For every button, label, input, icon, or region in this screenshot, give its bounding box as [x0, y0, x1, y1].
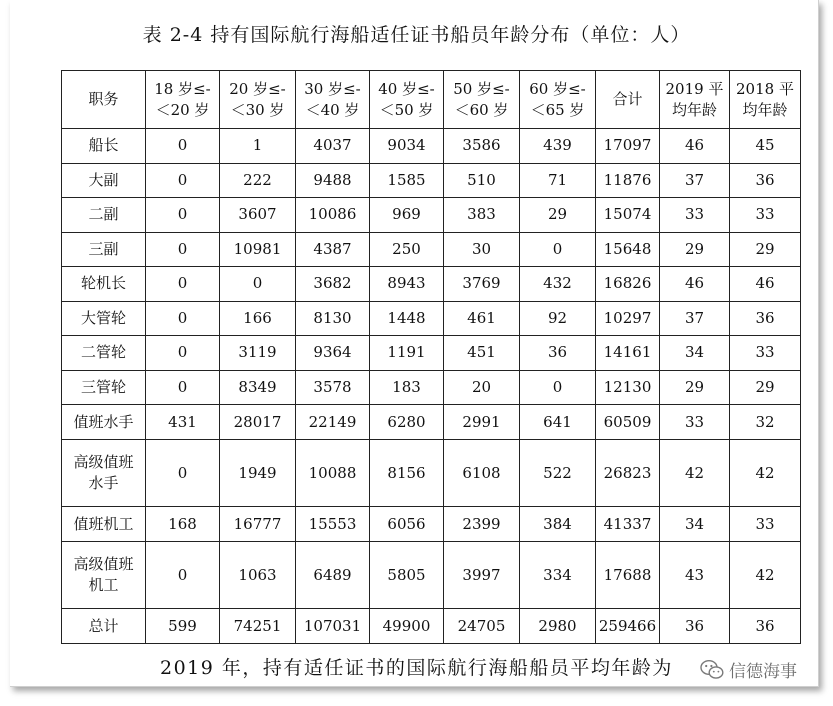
- table-cell: 32: [730, 405, 801, 440]
- table-cell: 10297: [596, 301, 660, 336]
- table-cell: 29: [660, 232, 730, 267]
- table-cell: 36: [730, 163, 801, 198]
- watermark-text: 信德海事: [729, 662, 797, 682]
- table-cell: 0: [146, 541, 220, 609]
- table-cell: 1949: [220, 439, 296, 507]
- table-cell: 3119: [220, 336, 296, 371]
- row-label-cell: 高级值班 水手: [62, 439, 146, 507]
- table-cell: 74251: [220, 609, 296, 644]
- table-cell: 1585: [370, 163, 444, 198]
- table-cell: 33: [730, 336, 801, 371]
- table-cell: 6108: [444, 439, 520, 507]
- table-cell: 42: [660, 439, 730, 507]
- table-cell: 168: [146, 507, 220, 542]
- table-cell: 16777: [220, 507, 296, 542]
- table-title: 表 2-4 持有国际航行海船适任证书船员年龄分布（单位：人）: [142, 24, 691, 46]
- table-row: [62, 370, 801, 405]
- table-header: [62, 71, 801, 129]
- table-cell: 4387: [296, 232, 370, 267]
- table-row: [62, 405, 801, 440]
- table-cell: 431: [146, 405, 220, 440]
- table-cell: 6280: [370, 405, 444, 440]
- table-cell: 9364: [296, 336, 370, 371]
- table-cell: 41337: [596, 507, 660, 542]
- table-body: [62, 129, 801, 644]
- table-cell: 34: [660, 507, 730, 542]
- table-cell: 0: [520, 232, 596, 267]
- table-row: [62, 267, 801, 302]
- table-cell: 28017: [220, 405, 296, 440]
- row-label-cell: 三管轮: [62, 370, 146, 405]
- column-header: 2019 平 均年龄: [660, 71, 730, 129]
- table-cell: 36: [730, 301, 801, 336]
- table-row: [62, 541, 801, 609]
- table-cell: 26823: [596, 439, 660, 507]
- table-cell: 461: [444, 301, 520, 336]
- row-label-cell: 大副: [62, 163, 146, 198]
- table-cell: 36: [520, 336, 596, 371]
- table-cell: 1063: [220, 541, 296, 609]
- table-cell: 383: [444, 198, 520, 233]
- table-cell: 33: [730, 198, 801, 233]
- table-row: [62, 439, 801, 507]
- table-cell: 0: [146, 370, 220, 405]
- table-cell: 107031: [296, 609, 370, 644]
- table-cell: 10088: [296, 439, 370, 507]
- table-cell: 9488: [296, 163, 370, 198]
- table-cell: 46: [660, 267, 730, 302]
- table-cell: 0: [146, 301, 220, 336]
- table-cell: 599: [146, 609, 220, 644]
- wechat-icon: [700, 659, 724, 681]
- table-cell: 1: [220, 129, 296, 164]
- caption-text: 2019 年，持有适任证书的国际航行海船船员平均年龄为: [160, 657, 673, 679]
- row-label-cell: 船长: [62, 129, 146, 164]
- table-cell: 0: [146, 439, 220, 507]
- table-cell: 6056: [370, 507, 444, 542]
- table-cell: 222: [220, 163, 296, 198]
- table-cell: 9034: [370, 129, 444, 164]
- row-label-cell: 大管轮: [62, 301, 146, 336]
- table-cell: 1191: [370, 336, 444, 371]
- table-cell: 259466: [596, 609, 660, 644]
- table-row: [62, 232, 801, 267]
- table-cell: 384: [520, 507, 596, 542]
- table-cell: 8349: [220, 370, 296, 405]
- table-row: [62, 507, 801, 542]
- table-row: [62, 163, 801, 198]
- column-header: 40 岁≤- ＜50 岁: [370, 71, 444, 129]
- table-cell: 0: [146, 336, 220, 371]
- table-cell: 6489: [296, 541, 370, 609]
- row-label-cell: 值班水手: [62, 405, 146, 440]
- column-header: 2018 平 均年龄: [730, 71, 801, 129]
- table-cell: 2399: [444, 507, 520, 542]
- table-cell: 0: [146, 232, 220, 267]
- table-cell: 42: [730, 541, 801, 609]
- table-cell: 3607: [220, 198, 296, 233]
- table-cell: 22149: [296, 405, 370, 440]
- table-cell: 3997: [444, 541, 520, 609]
- table-cell: 33: [660, 405, 730, 440]
- table-cell: 43: [660, 541, 730, 609]
- table-cell: 641: [520, 405, 596, 440]
- table-cell: 20: [444, 370, 520, 405]
- column-header: 60 岁≤- ＜65 岁: [520, 71, 596, 129]
- table-cell: 92: [520, 301, 596, 336]
- table-cell: 12130: [596, 370, 660, 405]
- column-header: 30 岁≤- ＜40 岁: [296, 71, 370, 129]
- table-cell: 8943: [370, 267, 444, 302]
- table-cell: 34: [660, 336, 730, 371]
- table-cell: 8156: [370, 439, 444, 507]
- table-cell: 1448: [370, 301, 444, 336]
- table-cell: 11876: [596, 163, 660, 198]
- table-cell: 451: [444, 336, 520, 371]
- table-cell: 46: [660, 129, 730, 164]
- table-cell: 510: [444, 163, 520, 198]
- table-cell: 29: [730, 370, 801, 405]
- table-row: [62, 129, 801, 164]
- table-cell: 45: [730, 129, 801, 164]
- table-cell: 166: [220, 301, 296, 336]
- table-cell: 8130: [296, 301, 370, 336]
- table-cell: 2991: [444, 405, 520, 440]
- table-cell: 439: [520, 129, 596, 164]
- table-cell: 36: [730, 609, 801, 644]
- table-cell: 33: [730, 507, 801, 542]
- table-row: [62, 301, 801, 336]
- row-label-cell: 三副: [62, 232, 146, 267]
- watermark: [700, 657, 797, 682]
- table-cell: 14161: [596, 336, 660, 371]
- column-header: 合计: [596, 71, 660, 129]
- table-cell: 0: [146, 129, 220, 164]
- table-cell: 0: [220, 267, 296, 302]
- row-label-cell: 二管轮: [62, 336, 146, 371]
- row-label-cell: 总计: [62, 609, 146, 644]
- table-cell: 10086: [296, 198, 370, 233]
- table-cell: 3682: [296, 267, 370, 302]
- table-cell: 46: [730, 267, 801, 302]
- age-distribution-table: [61, 70, 801, 644]
- table-cell: 250: [370, 232, 444, 267]
- table-cell: 15553: [296, 507, 370, 542]
- table-cell: 49900: [370, 609, 444, 644]
- table-cell: 432: [520, 267, 596, 302]
- table-cell: 3586: [444, 129, 520, 164]
- row-label-cell: 二副: [62, 198, 146, 233]
- table-row: [62, 609, 801, 644]
- table-cell: 0: [520, 370, 596, 405]
- header-row: [62, 71, 801, 129]
- column-header: 职务: [62, 71, 146, 129]
- table-cell: 969: [370, 198, 444, 233]
- table-cell: 0: [146, 163, 220, 198]
- table-cell: 15648: [596, 232, 660, 267]
- table-row: [62, 336, 801, 371]
- table-cell: 36: [660, 609, 730, 644]
- table-cell: 334: [520, 541, 596, 609]
- table-cell: 29: [520, 198, 596, 233]
- table-cell: 37: [660, 301, 730, 336]
- column-header: 20 岁≤- ＜30 岁: [220, 71, 296, 129]
- table-cell: 60509: [596, 405, 660, 440]
- table-cell: 3769: [444, 267, 520, 302]
- column-header: 18 岁≤- ＜20 岁: [146, 71, 220, 129]
- table-cell: 16826: [596, 267, 660, 302]
- table-cell: 15074: [596, 198, 660, 233]
- table-cell: 183: [370, 370, 444, 405]
- table-row: [62, 198, 801, 233]
- row-label-cell: 值班机工: [62, 507, 146, 542]
- table-cell: 2980: [520, 609, 596, 644]
- table-cell: 4037: [296, 129, 370, 164]
- table-cell: 5805: [370, 541, 444, 609]
- table-cell: 17097: [596, 129, 660, 164]
- row-label-cell: 高级值班 机工: [62, 541, 146, 609]
- table-cell: 30: [444, 232, 520, 267]
- row-label-cell: 轮机长: [62, 267, 146, 302]
- table-cell: 0: [146, 267, 220, 302]
- table-cell: 29: [660, 370, 730, 405]
- table-cell: 3578: [296, 370, 370, 405]
- table-cell: 71: [520, 163, 596, 198]
- table-cell: 10981: [220, 232, 296, 267]
- table-cell: 17688: [596, 541, 660, 609]
- table-cell: 0: [146, 198, 220, 233]
- table-cell: 42: [730, 439, 801, 507]
- column-header: 50 岁≤- ＜60 岁: [444, 71, 520, 129]
- table-cell: 29: [730, 232, 801, 267]
- table-cell: 33: [660, 198, 730, 233]
- table-cell: 522: [520, 439, 596, 507]
- table-cell: 24705: [444, 609, 520, 644]
- table-cell: 37: [660, 163, 730, 198]
